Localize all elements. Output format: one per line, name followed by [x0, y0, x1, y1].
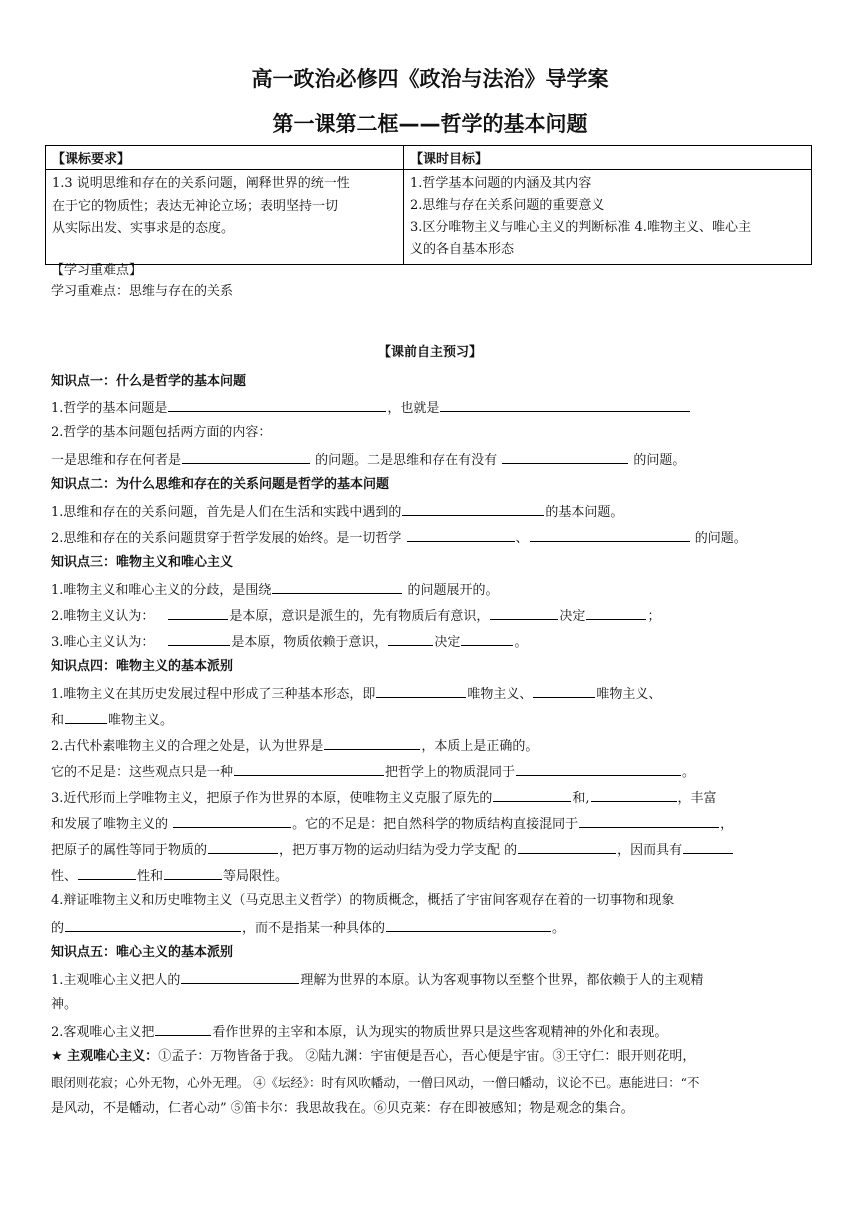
- fill-blank[interactable]: [518, 840, 616, 854]
- fill-blank[interactable]: [683, 840, 733, 854]
- key-points-text: 学习重难点：思维与存在的关系: [51, 284, 234, 299]
- goal-line: 义的各自基本形态: [410, 242, 515, 257]
- fill-blank[interactable]: [502, 450, 628, 464]
- curriculum-requirements-cell: [46, 170, 404, 265]
- fill-blank[interactable]: [168, 606, 228, 620]
- goal-line: 1.哲学基本问题的内涵及其内容: [410, 176, 592, 191]
- k4-line-3: 它的不足是：这些观点只是一种 把哲学上的物质混同于 。: [51, 762, 695, 782]
- k2-line-2: 2.思维和存在的关系问题贯穿于哲学发展的始终。是一切哲学 、 的问题。: [51, 528, 747, 548]
- fill-blank[interactable]: [591, 788, 677, 802]
- fill-blank[interactable]: [173, 814, 291, 828]
- fill-blank[interactable]: [461, 632, 513, 646]
- fill-blank[interactable]: [440, 398, 690, 412]
- k5-line-1: 1.主观唯心主义把人的 理解为世界的本原。认为客观事物以至整个世界，都依赖于人的主观精: [51, 970, 703, 990]
- fill-blank[interactable]: [65, 710, 107, 724]
- fill-blank[interactable]: [272, 580, 402, 594]
- subjective-idealism-line-3: 是风动，不是幡动，仁者心动” ⑤笛卡尔：我思故我在。⑥贝克莱：存在即被感知；物是观念的集合。: [51, 1101, 634, 1116]
- knowledge-point-4-title: 知识点四：唯物主义的基本派别: [51, 659, 234, 674]
- knowledge-point-1-title: 知识点一：什么是哲学的基本问题: [51, 374, 247, 389]
- k4-line-2: 2.古代朴素唯物主义的合理之处是，认为世界是 ，本质上是正确的。: [51, 736, 538, 756]
- goal-line: 2.思维与存在关系问题的重要意义: [410, 198, 605, 213]
- requirement-line: 从实际出发、实事求是的态度。: [52, 221, 235, 236]
- fill-blank[interactable]: [65, 918, 241, 932]
- subjective-idealism-line-1: ★ 主观唯心主义：①孟子：万物皆备于我。 ②陆九渊：宇宙便是吾心，吾心便是宇宙。③王守仁：眼开则花明，: [51, 1049, 696, 1064]
- k5-line-3: 2.客观唯心主义把 看作世界的主宰和本原，认为现实的物质世界只是这些客观精神的外化和表现。: [51, 1022, 667, 1042]
- fill-blank[interactable]: [530, 528, 690, 542]
- k1-line-1: 1.哲学的基本问题是 ，也就是: [51, 398, 691, 418]
- curriculum-requirements-header: 【课标要求】: [46, 146, 404, 170]
- fill-blank[interactable]: [78, 866, 136, 880]
- k1-line-3: 一是思维和存在何者是 的问题。二是思维和存在有没有 的问题。: [51, 450, 685, 470]
- k4-line-1-cont: 和 唯物主义。: [51, 710, 173, 730]
- k4-line-9: 的 ，而不是指某一种具体的 。: [51, 918, 565, 938]
- fill-blank[interactable]: [182, 450, 310, 464]
- preview-heading: 【课前自主预习】: [377, 345, 482, 360]
- fill-blank[interactable]: [164, 866, 222, 880]
- lesson-goals-header: 【课时目标】: [404, 146, 812, 170]
- standards-table: [45, 145, 812, 265]
- page-title: 高一政治必修四《政治与法治》导学案: [251, 67, 609, 91]
- fill-blank[interactable]: [490, 606, 558, 620]
- k1-line-2: 2.哲学的基本问题包括两方面的内容：: [51, 425, 272, 440]
- fill-blank[interactable]: [579, 814, 719, 828]
- k5-line-2: 神。: [51, 997, 78, 1012]
- k3-line-1: 1.唯物主义和唯心主义的分歧，是围绕 的问题展开的。: [51, 580, 499, 600]
- k4-line-8: 4.辩证唯物主义和历史唯物主义（马克思主义哲学）的物质概念，概括了宇宙间客观存在着的一切事物和现象: [51, 893, 675, 908]
- goal-line: 3.区分唯物主义与唯心主义的判断标准 4.唯物主义、唯心主: [410, 220, 751, 235]
- knowledge-point-2-title: 知识点二：为什么思维和存在的关系问题是哲学的基本问题: [51, 477, 390, 492]
- fill-blank[interactable]: [407, 528, 515, 542]
- k4-line-7: 性、 性和 等局限性。: [51, 866, 288, 886]
- k4-line-5: 和发展了唯物主义的 。它的不足是：把自然科学的物质结构直接混同于 ，: [51, 814, 733, 834]
- k4-line-6: 把原子的属性等同于物质的 ，把万事万物的运动归结为受力学支配 的 ，因而具有: [51, 840, 734, 860]
- fill-blank[interactable]: [533, 684, 595, 698]
- fill-blank[interactable]: [168, 632, 230, 646]
- fill-blank[interactable]: [516, 762, 681, 776]
- k3-line-3: 3.唯心主义认为： 是本原，物质依赖于意识， 决定 。: [51, 632, 527, 652]
- requirement-line: 在于它的物质性；表达无神论立场；表明坚持一切: [52, 198, 339, 214]
- knowledge-point-5-title: 知识点五：唯心主义的基本派别: [51, 945, 234, 960]
- fill-blank[interactable]: [586, 606, 646, 620]
- k4-line-1: 1.唯物主义在其历史发展过程中形成了三种基本形态，即 唯物主义、 唯物主义、: [51, 684, 661, 704]
- fill-blank[interactable]: [388, 632, 433, 646]
- lesson-goals-cell: [404, 170, 812, 265]
- fill-blank[interactable]: [386, 918, 551, 932]
- fill-blank[interactable]: [208, 840, 278, 854]
- fill-blank[interactable]: [493, 788, 571, 802]
- key-points-heading: 【学习重难点】: [51, 263, 143, 278]
- k4-line-4: 3.近代形而上学唯物主义，把原子作为世界的本原，使唯物主义克服了原先的 和, ，丰富: [51, 788, 717, 808]
- requirement-line: 1.3 说明思维和存在的关系问题，阐释世界的统一性: [52, 176, 350, 191]
- knowledge-point-3-title: 知识点三：唯物主义和唯心主义: [51, 555, 234, 570]
- subjective-idealism-line-2: 眼闭则花寂；心外无物，心外无理。 ④《坛经》：时有风吹幡动，一僧曰风动，一僧曰幡动，议论不已。惠能进曰：“不: [51, 1075, 700, 1090]
- fill-blank[interactable]: [324, 736, 420, 750]
- fill-blank[interactable]: [376, 684, 466, 698]
- fill-blank[interactable]: [402, 502, 544, 516]
- k2-line-1: 1.思维和存在的关系问题，首先是人们在生活和实践中遇到的 的基本问题。: [51, 502, 623, 522]
- k3-line-2: 2.唯物主义认为： 是本原，意识是派生的，先有物质后有意识， 决定 ；: [51, 606, 660, 626]
- fill-blank[interactable]: [234, 762, 384, 776]
- fill-blank[interactable]: [168, 398, 386, 412]
- page-subtitle: 第一课第二框——哲学的基本问题: [272, 112, 588, 136]
- subjective-idealism-label: ★ 主观唯心主义：: [51, 1049, 159, 1064]
- fill-blank[interactable]: [155, 1022, 211, 1036]
- fill-blank[interactable]: [181, 970, 299, 984]
